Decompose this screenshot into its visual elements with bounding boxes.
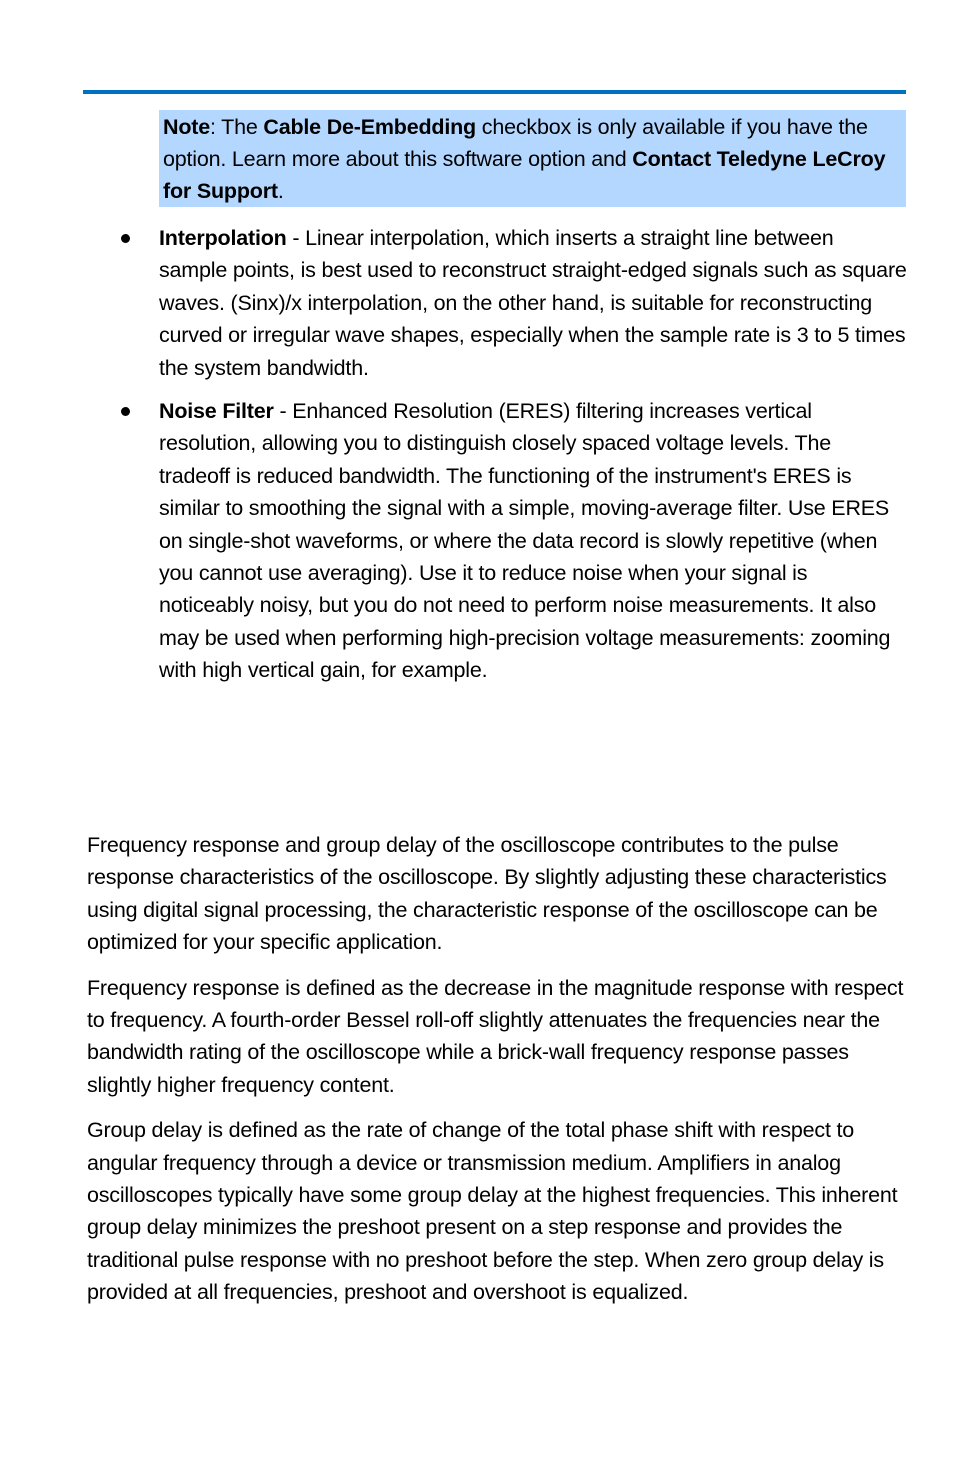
bullet-text: - Linear interpolation, which inserts a straight line between sample points, is best used to reconstruct straight-edged signals such as square waves. (Sinx)/x interpolation, on the other hand, is suitable for reconstructing curved or irregular wave shapes, especially when the sample rate is 3 to 5 times the system bandwidth. — [159, 226, 907, 380]
bullet-term: Noise Filter — [159, 399, 274, 424]
paragraph: Group delay is defined as the rate of change of the total phase shift with respect to angular frequency through a device or transmission medium. Amplifiers in analog oscilloscopes typically have some group delay at the highest frequencies. This inherent group delay minimizes the preshoot present on a step response and provides the traditional pulse response with no preshoot before the step. When zero group delay is provided at all frequencies, preshoot and overshoot is equalized. — [87, 1118, 898, 1305]
bullet-icon — [121, 234, 130, 243]
note-box — [159, 110, 906, 207]
body-text — [87, 829, 907, 1322]
paragraph: Frequency response and group delay of the oscilloscope contributes to the pulse response characteristics of the oscilloscope. By slightly adjusting these characteristics using digital signal processing, the characteristic response of the oscilloscope can be optimized for your specific application. — [87, 833, 887, 955]
paragraph: Frequency response is defined as the decrease in the magnitude response with respect to frequency. A fourth-order Bessel roll-off slightly attenuates the frequencies near the bandwidth rating of the oscilloscope while a brick-wall frequency response passes slightly higher frequency content. — [87, 975, 904, 1097]
note-text: checkbox is only available if you have the option. Learn more about this software option and — [163, 115, 868, 171]
note-label: Note — [163, 115, 210, 139]
bullet-term: Interpolation — [159, 226, 287, 250]
note-option-name: Cable De-Embedding — [263, 115, 476, 139]
header-rule — [83, 90, 906, 94]
note-support-link-text: Contact Teledyne LeCroy for Support — [163, 147, 886, 203]
bullet-item-interpolation — [159, 222, 907, 384]
bullet-icon — [121, 407, 130, 416]
bullet-item-noise-filter — [159, 395, 907, 687]
note-text: : The — [209, 115, 264, 139]
settings-bullet-list — [159, 222, 907, 698]
bullet-text: - Enhanced Resolution (ERES) filtering increases vertical resolution, allowing you to distinguish closely spaced voltage levels. The tradeoff is reduced bandwidth. The functioning of the instrument's ERES is similar to smoothing the signal with a simple, moving-average filter. Use ERES on single-shot waveforms, or where the data record is slowly repetitive (when you cannot use averaging). Use it to reduce noise when your signal is noticeably noisy, but you do not need to perform noise measurements. It also may be used when performing high-precision voltage measurements: zooming with high vertical gain, for example. — [159, 399, 891, 683]
note-text: . — [277, 179, 284, 203]
